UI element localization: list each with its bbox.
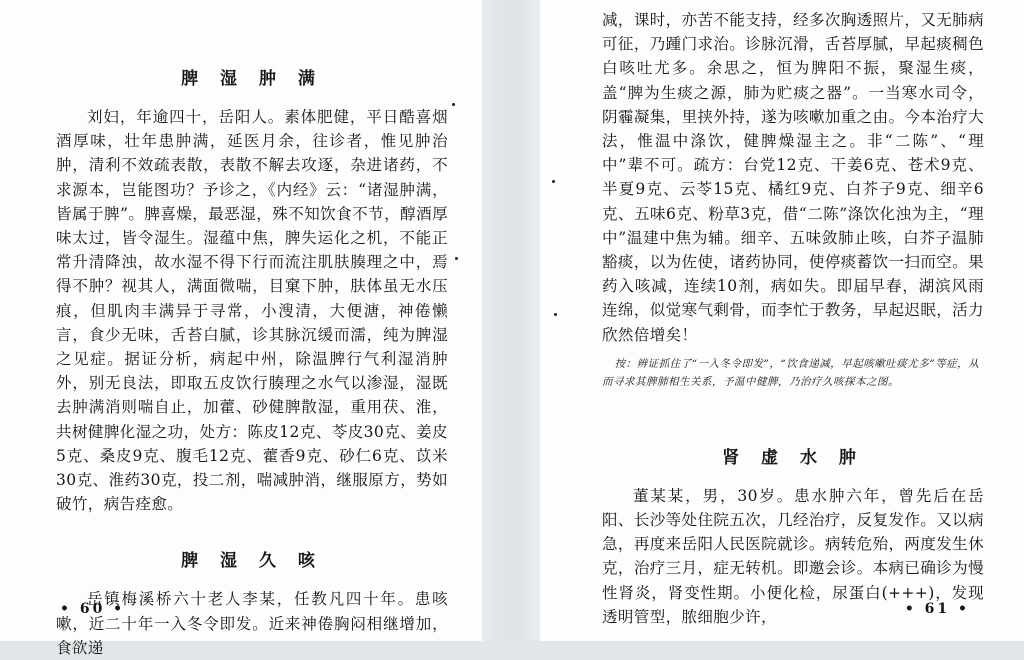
page-gutter	[482, 0, 540, 641]
section-title-pishi-jiuke: 脾 湿 久 咳	[181, 551, 323, 572]
left-page	[0, 0, 482, 657]
scan-speck	[455, 257, 458, 260]
case-paragraph-pishi-zhongman: 刘妇，年逾四十，岳阳人。素体肥健，平日酷喜烟酒厚味，壮年患肿满，延医月余，往诊者，惟见肿治肿，清利不效疏表散，表散不解去攻逐，杂进诸药，不求源本，岂能图功？予诊之，《内经》云：“诸湿肿满，皆属于脾”。脾喜燥，最恶湿，殊不知饮食不节，醇酒厚味太过，皆令湿生。湿蕴中焦，脾失运化之机，不能正常升清降浊，故水湿不得下行而流注肌肤腠理之中，焉得不肿？视其人，满面微喘，目窠下肿，肤体虽无水压痕，但肌肉丰满异于寻常，小溲清，大便溏，神倦懒言，食少无味，舌苔白腻，诊其脉沉缓而濡，纯为脾湿之见症。据证分析，病起中州，除温脾行气利湿消肿外，别无良法，即取五皮饮行腠理之水气以渗湿，湿既去肿满消则喘自止，加藿、砂健脾散湿，重用茯、淮，共树健脾化湿之功，处方：陈皮12克、苓皮30克、姜皮5克、桑皮9克、腹毛12克、藿香9克、砂仁6克、苡米30克、淮药30克，投二剂，喘减肿消，继服原方，势如破竹，病告痊愈。	[56, 108, 448, 514]
section-title-shenxu-shuizhong: 肾 虚 水 肿	[722, 447, 864, 468]
commentary-note: 按：辨证抓住了“一入冬令即发”，“饮食递减，早起咳嗽吐痰尤多”等症，从而寻求其脾肺相生关系，予温中健脾，乃治疗久咳探本之图。	[602, 357, 980, 388]
case-paragraph-pishi-jiuke-cont: 减，课时，亦苦不能支持，经多次胸透照片，又无肺病可征，乃踵门求治。诊脉沉滑，舌苔厚腻，早起痰稠色白咳吐尤多。余思之，恒为脾阳不振，聚湿生痰，盖“脾为生痰之源，肺为贮痰之器”。一当寒水司令，阴霾凝集，里挟外持，遂为咳嗽加重之由。今本治疗大法，惟温中涤饮，健脾燥湿主之。非“二陈”、“理中”辈不可。疏方：台党12克、干姜6克、苍术9克、半夏9克、云苓15克、橘红9克、白芥子9克、细辛6克、五味6克、粉草3克，借“二陈”涤饮化浊为主，“理中”温建中焦为辅。细辛、五味敛肺止咳，白芥子温肺豁痰，以为佐使，诸药协同，使停痰蓄饮一扫而空。果药入咳减，连续10剂，病如失。即届早春，湖滨风雨连绵，似觉寒气剩骨，而李忙于教务，早起迟眠，活力欣然倍增矣！	[602, 11, 984, 344]
page-number-left: • 60 •	[60, 601, 126, 617]
scan-speck	[552, 180, 555, 183]
right-page	[540, 0, 1024, 641]
case-paragraph-pishi-jiuke-start: 岳镇梅溪桥六十老人李某，任教凡四十年。患咳嗽，近二十年一入冬令即发。近来神倦胸闷相继增加，食欲递	[56, 590, 448, 657]
case-paragraph-shenxu-shuizhong: 董某某，男，30岁。患水肿六年，曾先后在岳阳、长沙等处住院五次，几经治疗，反复发作。又以病急，再度来岳阳人民医院就诊。病转危殆，两度发生休克，治疗三月，症无转机。即邀会诊。本病已确诊为慢性肾炎，肾变性期。小便化检，尿蛋白(+++)，发现透明管型，脓细胞少许，	[602, 486, 984, 626]
scan-speck	[452, 103, 455, 106]
section-title-pishi-zhongman: 脾 湿 肿 满	[181, 69, 323, 89]
page-number-right: • 61 •	[904, 601, 970, 617]
scan-speck	[554, 313, 557, 316]
